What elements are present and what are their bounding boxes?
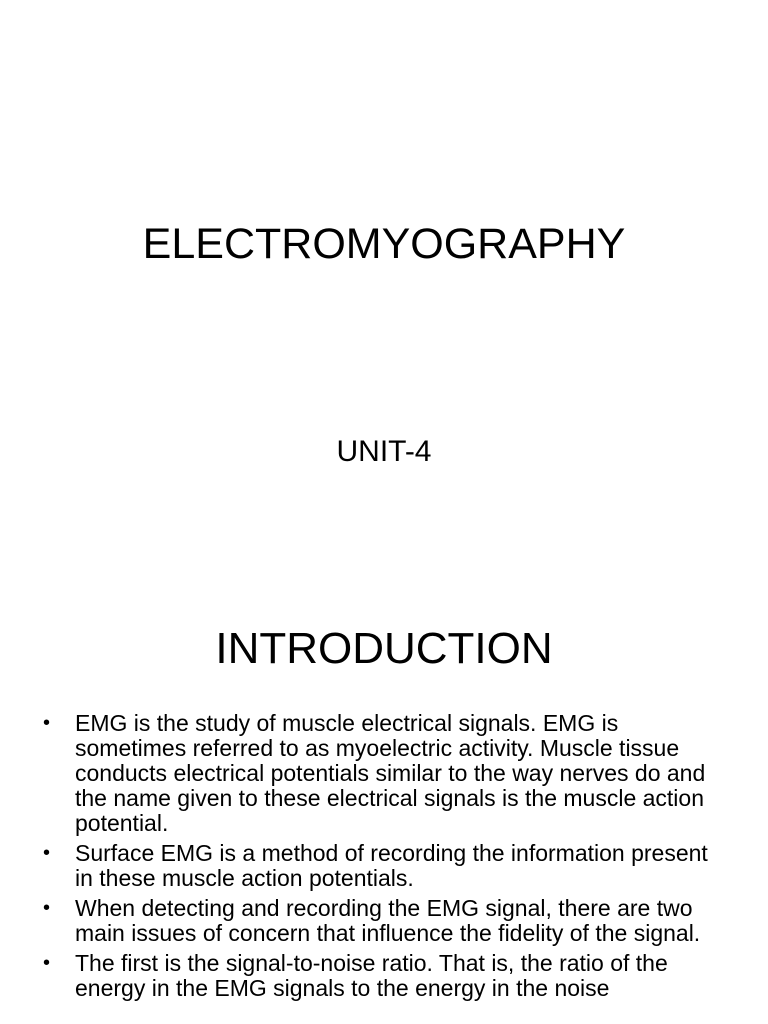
slide-subtitle: UNIT-4 — [336, 435, 432, 468]
bullet-item — [0, 896, 768, 946]
bullet-item — [0, 711, 768, 836]
bullet-list — [0, 711, 768, 1006]
slide-title: ELECTROMYOGRAPHY — [142, 220, 626, 268]
bullet-item — [0, 841, 768, 891]
bullet-icon: • — [43, 842, 51, 864]
bullet-icon: • — [43, 897, 51, 919]
bullet-text: Surface EMG is a method of recording the information present in these muscle action potentials. — [75, 840, 708, 891]
section-heading: INTRODUCTION — [215, 624, 553, 673]
bullet-item — [0, 951, 768, 1001]
bullet-icon: • — [43, 952, 51, 974]
bullet-text: EMG is the study of muscle electrical signals. EMG is sometimes referred to as myoelectric activity. Muscle tissue conducts electrical potentials similar to the way nerves do and the name given to these electrical signals is the muscle action potential. — [75, 710, 706, 836]
bullet-text: The first is the signal-to-noise ratio. That is, the ratio of the energy in the EMG signals to the energy in the noise — [75, 950, 668, 1001]
bullet-text: When detecting and recording the EMG signal, there are two main issues of concern that influence the fidelity of the signal. — [75, 895, 701, 946]
bullet-icon: • — [43, 712, 51, 734]
